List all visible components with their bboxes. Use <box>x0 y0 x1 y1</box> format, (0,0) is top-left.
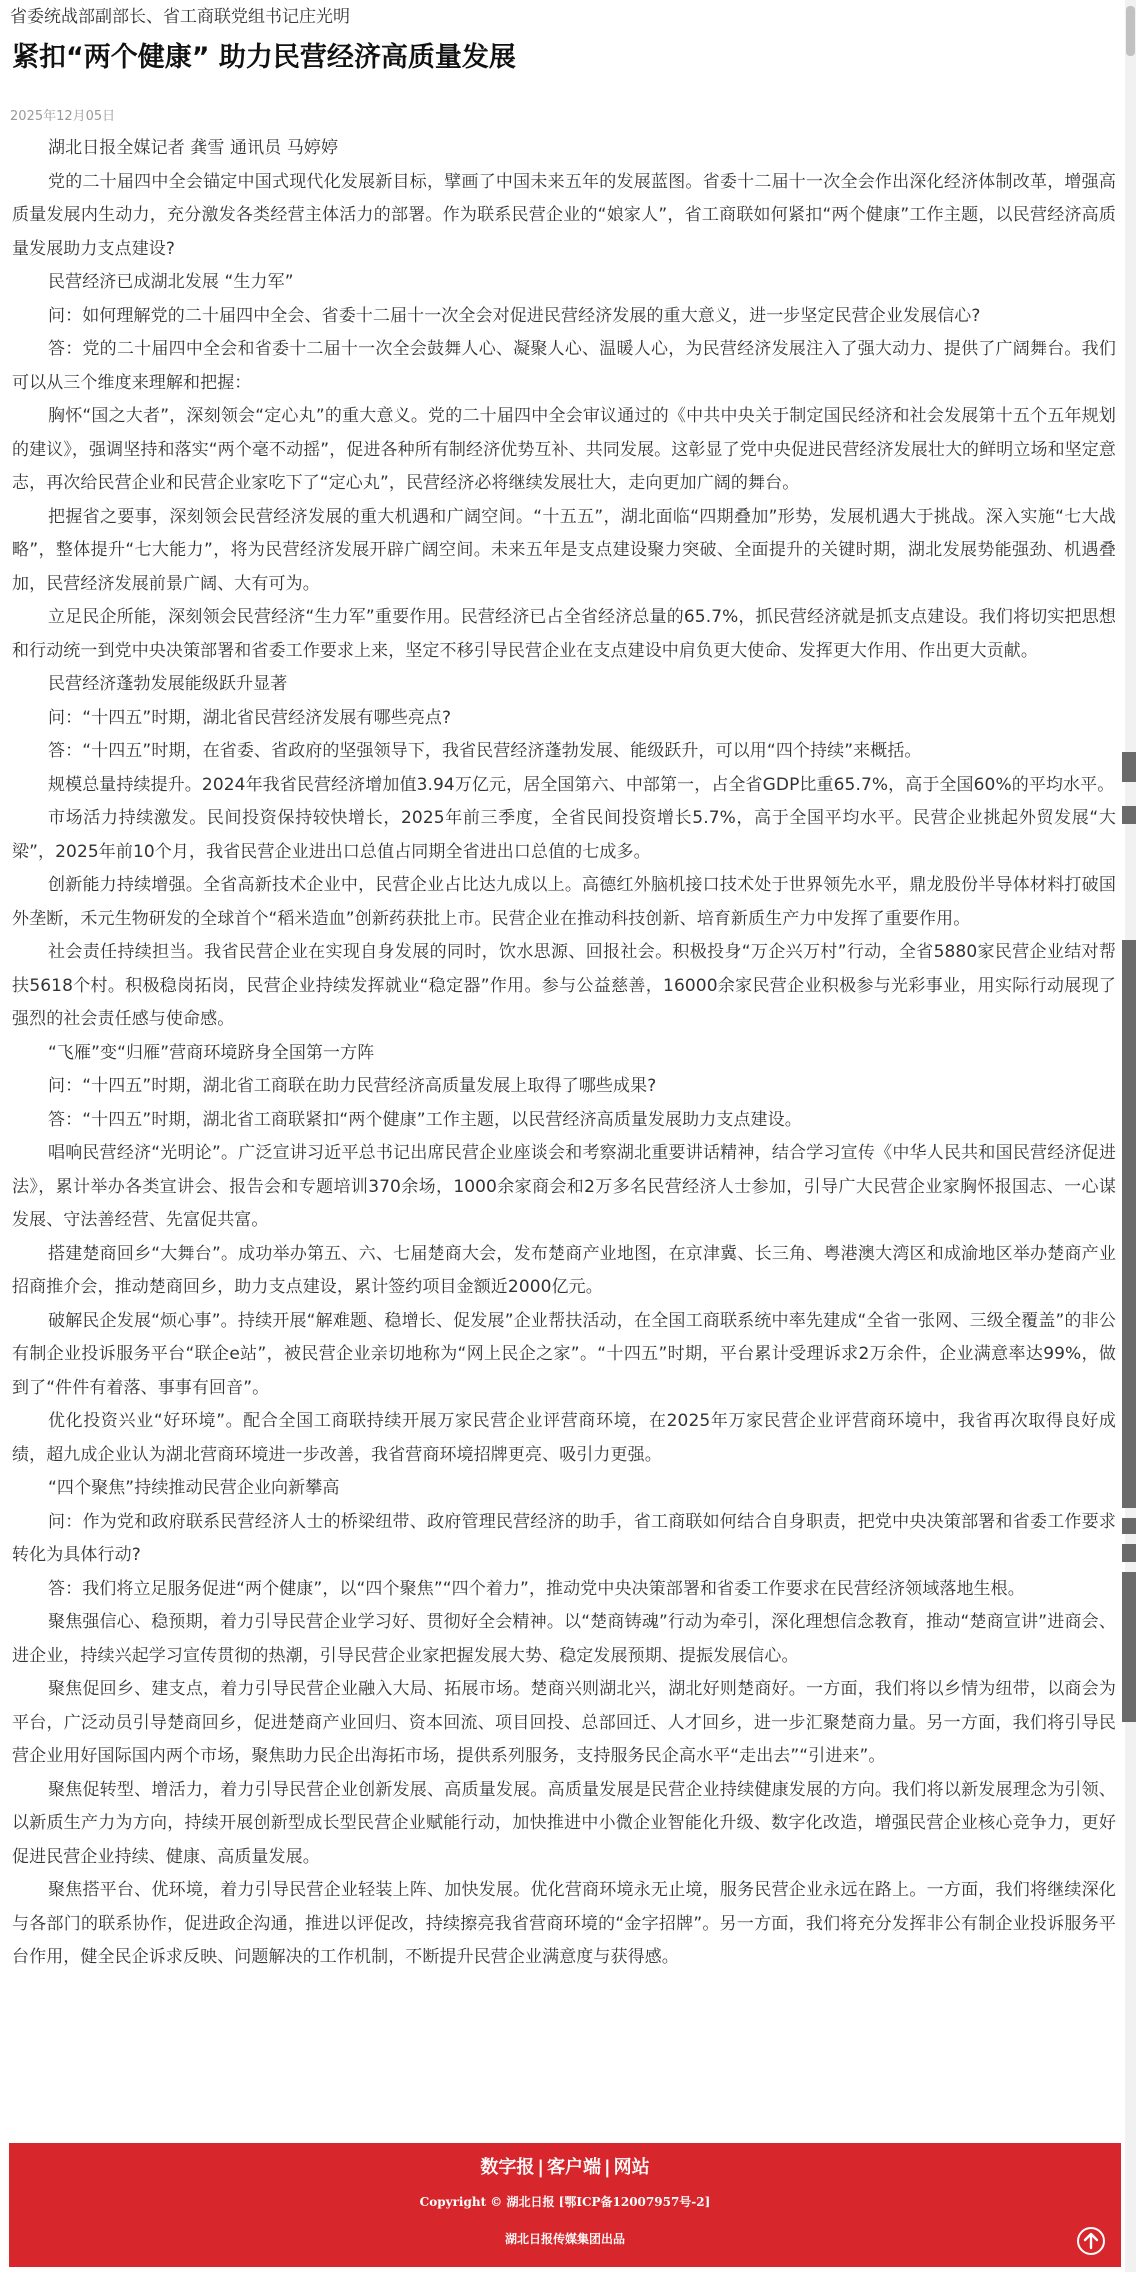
article-paragraph: “飞雁”变“归雁”营商环境跻身全国第一方阵 <box>48 1042 375 1063</box>
article-paragraph: 唱响民营经济“光明论”。广泛宣讲习近平总书记出席民营企业座谈会和考察湖北重要讲话精神，结合学习宣传《中华人民共和国民营经济促进法》，累计举办各类宣讲会、报告会和专题培训370余场，1000余家商会和2万多名民营经济人士参加，引导广大民营企业家胸怀报国志、一心谋发展、守法善经营、先富促共富。 <box>12 1143 1116 1230</box>
article-paragraph: 社会责任持续担当。我省民营企业在实现自身发展的同时，饮水思源、回报社会。积极投身“万企兴万村”行动，全省5880家民营企业结对帮扶5618个村。积极稳岗拓岗，民营企业持续发挥就业“稳定器”作用。参与公益慈善，16000余家民营企业积极参与光彩事业，用实际行动展现了强烈的社会责任感与使命感。 <box>12 942 1116 1029</box>
page-edge-strip <box>1122 940 1136 1508</box>
back-to-top-button[interactable] <box>1077 2227 1105 2255</box>
article-paragraph: 立足民企所能，深刻领会民营经济“生力军”重要作用。民营经济已占全省经济总量的65.7%，抓民营经济就是抓支点建设。我们将切实把思想和行动统一到党中央决策部署和省委工作要求上来，坚定不移引导民营企业在支点建设中肩负更大使命、发挥更大作用、作出更大贡献。 <box>12 607 1116 661</box>
page-edge-strip <box>1122 752 1136 782</box>
site-footer <box>9 2143 1121 2267</box>
article-subtitle: 省委统战部副部长、省工商联党组书记庄光明 <box>10 7 350 27</box>
article-paragraph: 答：“十四五”时期，湖北省工商联紧扣“两个健康”工作主题，以民营经济高质量发展助力支点建设。 <box>48 1109 802 1130</box>
article-paragraph: 答：我们将立足服务促进“两个健康”，以“四个聚焦”“四个着力”，推动党中央决策部署和省委工作要求在民营经济领域落地生根。 <box>48 1578 1025 1599</box>
publisher-text: 湖北日报传媒集团出品 <box>504 2232 625 2246</box>
scrollbar-thumb[interactable] <box>1126 6 1135 56</box>
footer-link-website[interactable]: 网站 <box>613 2157 650 2178</box>
publish-date: 2025年12月05日 <box>10 109 116 124</box>
article-paragraph: 党的二十届四中全会锚定中国式现代化发展新目标，擘画了中国未来五年的发展蓝图。省委十二届十一次全会作出深化经济体制改革，增强高质量发展内生动力，充分激发各类经营主体活力的部署。作为联系民营企业的“娘家人”，省工商联如何紧扣“两个健康”工作主题，以民营经济高质量发展助力支点建设? <box>12 171 1116 259</box>
article-paragraph: 优化投资兴业“好环境”。配合全国工商联持续开展万家民营企业评营商环境，在2025年万家民营企业评营商环境中，我省再次取得良好成绩，超九成企业认为湖北营商环境进一步改善，我省营商环境招牌更亮、吸引力更强。 <box>12 1411 1116 1465</box>
page-edge-strip <box>1122 1544 1136 1562</box>
article-body <box>0 132 1122 1975</box>
article-paragraph: 聚焦促回乡、建支点，着力引导民营企业融入大局、拓展市场。楚商兴则湖北兴，湖北好则楚商好。一方面，我们将以乡情为纽带，以商会为平台，广泛动员引导楚商回乡，促进楚商产业回归、资本回流、项目回投、总部回迁、人才回乡，进一步汇聚楚商力量。另一方面，我们将引导民营企业用好国际国内两个市场，聚焦助力民企出海拓市场，提供系列服务，支持服务民企高水平“走出去”“引进来”。 <box>12 1679 1116 1766</box>
page-edge-strip <box>1122 1572 1136 1722</box>
article-paragraph: “四个聚焦”持续推动民营企业向新攀高 <box>48 1478 340 1498</box>
article-title: 紧扣“两个健康” 助力民营经济高质量发展 <box>12 42 516 73</box>
article-paragraph: 问：“十四五”时期，湖北省工商联在助力民营经济高质量发展上取得了哪些成果? <box>48 1076 657 1096</box>
arrow-up-circle-icon <box>1079 2229 1103 2253</box>
article-paragraph: 破解民企发展“烦心事”。持续开展“解难题、稳增长、促发展”企业帮扶活动，在全国工商联系统中率先建成“全省一张网、三级全覆盖”的非公有制企业投诉服务平台“联企e站”，被民营企业亲切地称为“网上民企之家”。“十四五”时期，平台累计受理诉求2万余件，企业满意率达99%，做到了“件件有着落、事事有回音”。 <box>12 1310 1116 1398</box>
article-paragraph: 问：“十四五”时期，湖北省民营经济发展有哪些亮点? <box>48 707 452 728</box>
article-paragraph: 湖北日报全媒记者 龚雪 通讯员 马婷婷 <box>48 138 339 158</box>
article-paragraph: 答：党的二十届四中全会和省委十二届十一次全会鼓舞人心、凝聚人心、温暖人心，为民营经济发展注入了强大动力、提供了广阔舞台。我们可以从三个维度来理解和把握： <box>12 339 1116 393</box>
article-paragraph: 胸怀“国之大者”，深刻领会“定心丸”的重大意义。党的二十届四中全会审议通过的《中共中央关于制定国民经济和社会发展第十五个五年规划的建议》，强调坚持和落实“两个毫不动摇”，促进各种所有制经济优势互补、共同发展。这彰显了党中央促进民营经济发展壮大的鲜明立场和坚定意志，再次给民营企业和民营企业家吃下了“定心丸”，民营经济必将继续发展壮大，走向更加广阔的舞台。 <box>12 406 1116 493</box>
article-paragraph: 搭建楚商回乡“大舞台”。成功举办第五、六、七届楚商大会，发布楚商产业地图，在京津冀、长三角、粤港澳大湾区和成渝地区举办楚商产业招商推介会，推动楚商回乡，助力支点建设，累计签约项目金额近2000亿元。 <box>12 1243 1116 1297</box>
article-paragraph: 创新能力持续增强。全省高新技术企业中，民营企业占比达九成以上。高德红外脑机接口技术处于世界领先水平，鼎龙股份半导体材料打破国外垄断，禾元生物研发的全球首个“稻米造血”创新药获批上市。民营企业在推动科技创新、培育新质生产力中发挥了重要作用。 <box>12 875 1116 929</box>
footer-links <box>9 2155 1121 2181</box>
article-paragraph: 聚焦强信心、稳预期，着力引导民营企业学习好、贯彻好全会精神。以“楚商铸魂”行动为牵引，深化理想信念教育，推动“楚商宣讲”进商会、进企业，持续兴起学习宣传贯彻的热潮，引导民营企业家把握发展大势、稳定发展预期、提振发展信心。 <box>12 1612 1116 1666</box>
page-edge-strip <box>1122 1518 1136 1534</box>
article-paragraph: 聚焦促转型、增活力，着力引导民营企业创新发展、高质量发展。高质量发展是民营企业持续健康发展的方向。我们将以新发展理念为引领、以新质生产力为方向，持续开展创新型成长型民营企业赋能行动，加快推进中小微企业智能化升级、数字化改造，增强民营企业核心竞争力，更好促进民营企业持续、健康、高质量发展。 <box>12 1779 1116 1867</box>
article-paragraph: 问：如何理解党的二十届四中全会、省委十二届十一次全会对促进民营经济发展的重大意义，进一步坚定民营企业发展信心? <box>48 305 981 326</box>
footer-link-client-app[interactable]: 客户端 <box>547 2157 601 2178</box>
article-paragraph: 问：作为党和政府联系民营经济人士的桥梁纽带、政府管理民营经济的助手，省工商联如何结合自身职责，把党中央决策部署和省委工作要求转化为具体行动? <box>12 1511 1116 1565</box>
article-paragraph: 市场活力持续激发。民间投资保持较快增长，2025年前三季度，全省民间投资增长5.7%，高于全国平均水平。民营企业挑起外贸发展“大梁”，2025年前10个月，我省民营企业进出口总值占同期全省进出口总值的七成多。 <box>12 808 1116 862</box>
article-paragraph: 民营经济蓬勃发展能级跃升显著 <box>48 674 288 694</box>
article-paragraph: 聚焦搭平台、优环境，着力引导民营企业轻装上阵、加快发展。优化营商环境永无止境，服务民营企业永远在路上。一方面，我们将继续深化与各部门的联系协作，促进政企沟通，推进以评促改，持续擦亮我省营商环境的“金字招牌”。另一方面，我们将充分发挥非公有制企业投诉服务平台作用，健全民企诉求反映、问题解决的工作机制，不断提升民营企业满意度与获得感。 <box>12 1880 1116 1967</box>
page-edge-strip <box>1122 806 1136 824</box>
article-paragraph: 把握省之要事，深刻领会民营经济发展的重大机遇和广阔空间。“十五五”，湖北面临“四期叠加”形势，发展机遇大于挑战。深入实施“七大战略”，整体提升“七大能力”，将为民营经济发展开辟广阔空间。未来五年是支点建设聚力突破、全面提升的关键时期，湖北发展势能强劲、机遇叠加，民营经济发展前景广阔、大有可为。 <box>12 506 1116 594</box>
footer-separator: | <box>604 2157 611 2178</box>
article-paragraph: 规模总量持续提升。2024年我省民营经济增加值3.94万亿元，居全国第六、中部第一，占全省GDP比重65.7%，高于全国60%的平均水平。 <box>48 774 1115 795</box>
article-paragraph: 答：“十四五”时期，在省委、省政府的坚强领导下，我省民营经济蓬勃发展、能级跃升，可以用“四个持续”来概括。 <box>48 741 922 761</box>
article-paragraph: 民营经济已成湖北发展 “生力军” <box>48 272 294 292</box>
footer-separator: | <box>537 2157 544 2178</box>
copyright-text: Copyright © 湖北日报 [鄂ICP备12007957号-2] <box>419 2195 711 2209</box>
footer-link-digital-paper[interactable]: 数字报 <box>480 2157 535 2178</box>
